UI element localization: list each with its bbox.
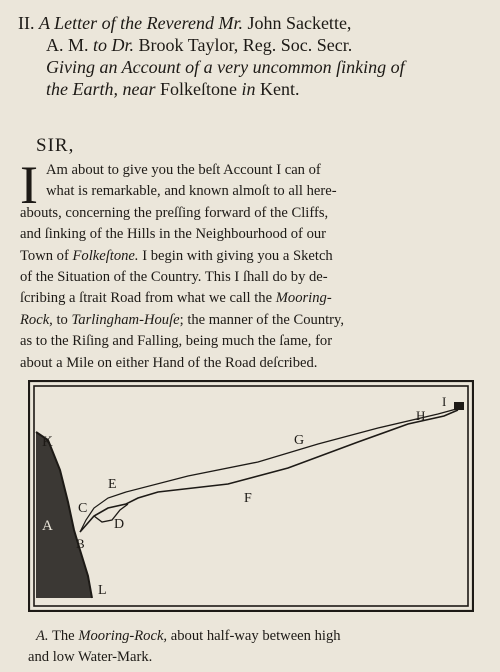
title-line-4	[18, 78, 488, 100]
figure-caption	[28, 626, 488, 668]
title-in: in	[241, 79, 256, 99]
title-county: Kent.	[260, 79, 300, 99]
body-text: I begin with giving you a Sketch	[142, 247, 333, 264]
label-b: B	[76, 536, 85, 551]
body-house: Tarlingham-Houſe	[71, 311, 180, 328]
caption-text: The	[51, 628, 75, 644]
caption-text: about half-way between high	[170, 628, 341, 644]
road-profile-sketch	[28, 380, 474, 612]
label-e: E	[108, 477, 117, 492]
body-line: what is remarkable, and known almoſt to all here-	[46, 183, 337, 200]
caption-line-2: and low Water-Mark.	[28, 649, 153, 665]
caption-letter: A.	[36, 628, 49, 644]
article-title	[18, 12, 488, 100]
body-line	[20, 246, 486, 267]
title-italic-text: A Letter of the Reverend Mr.	[39, 13, 243, 33]
road-line-upper	[126, 408, 460, 492]
body-line: Am about to give you the beſt Account I can of	[46, 162, 321, 178]
label-i: I	[442, 394, 447, 409]
caption-line-1	[28, 626, 488, 647]
body-line: about a Mile on either Hand of the Road deſcribed.	[20, 354, 318, 371]
title-subject: Giving an Account of a very uncommon ſinking of	[46, 57, 405, 77]
body-line: and ſinking of the Hills in the Neighbourhood of our	[20, 226, 327, 243]
body-text: ſcribing a ſtrait Road from what we call the	[20, 290, 273, 307]
label-l: L	[98, 583, 107, 598]
title-to: to	[93, 35, 108, 55]
article-number: II.	[18, 13, 35, 33]
body-line	[20, 288, 486, 309]
title-line-2	[18, 34, 488, 56]
body-town: Folkeſtone.	[72, 247, 139, 264]
body-text: to	[56, 311, 68, 328]
caption-rock: Mooring-Rock,	[78, 628, 168, 644]
label-c: C	[78, 501, 88, 516]
label-f: F	[244, 491, 252, 506]
title-place: Folkeſtone	[160, 79, 237, 99]
letter-body	[20, 160, 486, 374]
label-a: A	[42, 518, 53, 534]
sketch-figure	[28, 380, 474, 612]
ground-profile-lower	[80, 410, 458, 532]
body-text: ; the manner of the Country,	[179, 311, 345, 328]
title-dr: Dr.	[111, 35, 135, 55]
body-line: as to the Riſing and Falling, being much the ſame, for	[20, 333, 333, 350]
drop-cap: I	[20, 155, 38, 215]
body-line: abouts, concerning the preſſing forward of the Cliffs,	[20, 204, 329, 221]
recipient-name: Brook Taylor, Reg. Soc. Secr.	[138, 35, 353, 55]
body-line: of the Situation of the Country. This I ſhall do by de-	[20, 269, 328, 286]
label-h: H	[416, 408, 426, 423]
label-d: D	[114, 517, 125, 532]
author-name: John Sackette,	[247, 13, 352, 33]
author-degree: A. M.	[46, 35, 89, 55]
label-g: G	[294, 433, 305, 448]
title-line-1	[18, 12, 488, 34]
title-subject-cont: the Earth, near	[46, 79, 156, 99]
label-k: K	[42, 434, 53, 450]
title-line-3	[18, 56, 488, 78]
body-place: Mooring-	[275, 290, 332, 307]
body-place: Rock,	[20, 311, 53, 328]
body-text: Town of	[20, 247, 69, 264]
body-line	[20, 310, 486, 331]
salutation: SIR,	[36, 135, 75, 156]
house-marker	[454, 402, 464, 410]
